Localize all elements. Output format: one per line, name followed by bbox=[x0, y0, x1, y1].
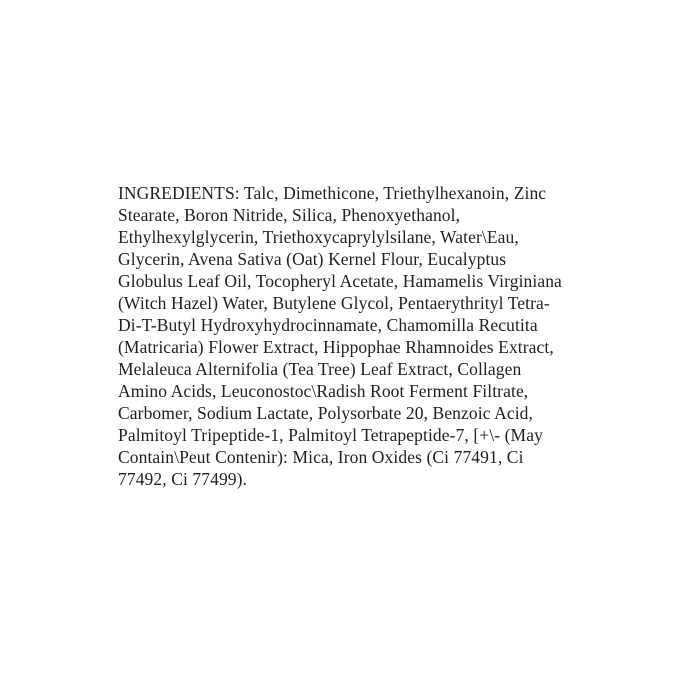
ingredients-line: 77492, Ci 77499). bbox=[118, 469, 248, 489]
ingredients-line: Glycerin, Avena Sativa (Oat) Kernel Flour, Eucalyptus bbox=[118, 249, 507, 269]
ingredients-line: (Witch Hazel) Water, Butylene Glycol, Pentaerythrityl Tetra- bbox=[118, 293, 550, 313]
ingredients-line: Palmitoyl Tripeptide-1, Palmitoyl Tetrapeptide-7, [+\- (May bbox=[118, 425, 543, 445]
ingredients-line: Di-T-Butyl Hydroxyhydrocinnamate, Chamomilla Recutita bbox=[118, 315, 538, 335]
ingredients-line: Melaleuca Alternifolia (Tea Tree) Leaf Extract, Collagen bbox=[118, 359, 522, 379]
ingredients-line: Amino Acids, Leuconostoc\Radish Root Ferment Filtrate, bbox=[118, 381, 529, 401]
ingredients-line: INGREDIENTS: Talc, Dimethicone, Triethylhexanoin, Zinc bbox=[118, 183, 547, 203]
ingredients-line: (Matricaria) Flower Extract, Hippophae Rhamnoides Extract, bbox=[118, 337, 554, 357]
ingredients-line: Contain\Peut Contenir): Mica, Iron Oxides (Ci 77491, Ci bbox=[118, 447, 524, 467]
ingredients-line: Globulus Leaf Oil, Tocopheryl Acetate, Hamamelis Virginiana bbox=[118, 271, 562, 291]
ingredients-line: Stearate, Boron Nitride, Silica, Phenoxyethanol, bbox=[118, 205, 461, 225]
ingredients-line: Carbomer, Sodium Lactate, Polysorbate 20, Benzoic Acid, bbox=[118, 403, 533, 423]
ingredients-text-block bbox=[118, 182, 583, 490]
ingredients-line: Ethylhexylglycerin, Triethoxycaprylylsilane, Water\Eau, bbox=[118, 227, 519, 247]
